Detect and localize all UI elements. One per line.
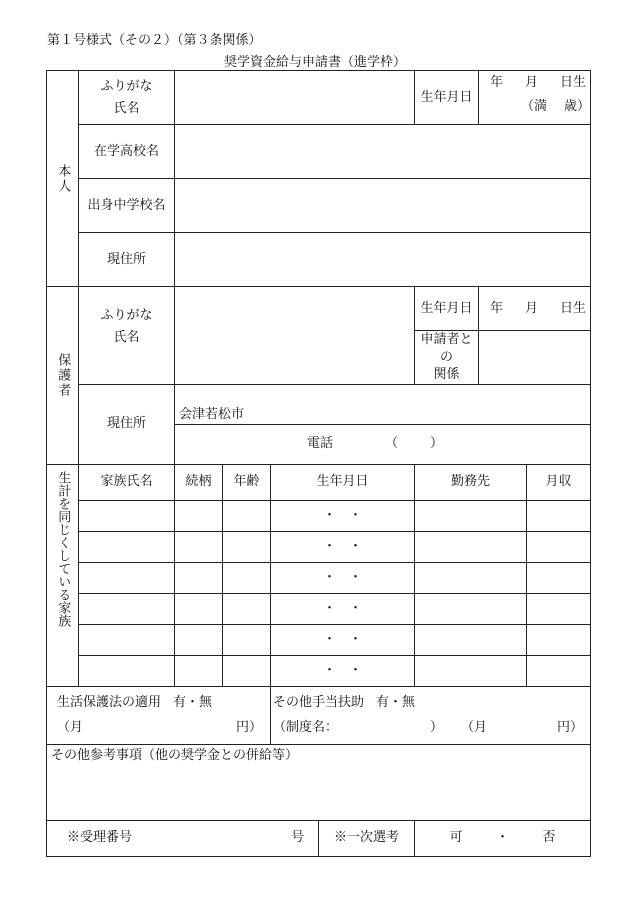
family-header-birthdate: 生年月日 <box>271 464 415 500</box>
family-workplace-field[interactable] <box>415 531 527 562</box>
deny-option[interactable]: 否 <box>542 830 556 846</box>
applicant-school-field[interactable] <box>175 125 591 179</box>
family-workplace-field[interactable] <box>415 655 527 686</box>
guardian-phone-field[interactable]: 電話 （ ） <box>175 424 591 464</box>
family-header-age: 年齢 <box>223 464 271 500</box>
guardian-section-label: 保護者 <box>47 287 79 465</box>
applicant-birthdate-label: 生年月日 <box>415 71 479 125</box>
remarks-label: その他参考事項（他の奨学金との併給等） <box>51 747 299 763</box>
family-row <box>47 655 591 686</box>
family-relation-field[interactable] <box>175 655 223 686</box>
form-number: 第１号様式（その２）（第３条関係） <box>47 33 262 48</box>
family-age-field[interactable] <box>223 562 271 593</box>
family-workplace-field[interactable] <box>415 562 527 593</box>
family-birthdate-field[interactable]: ・ ・ <box>271 500 415 531</box>
allowance-cell[interactable]: その他手当扶助 有・無 （制度名： ） （月 円） <box>271 686 591 744</box>
family-row <box>47 624 591 655</box>
family-birthdate-field[interactable]: ・ ・ <box>271 655 415 686</box>
family-row <box>47 593 591 624</box>
family-header-workplace: 勤務先 <box>415 464 527 500</box>
applicant-birthdate-field[interactable]: 年 月 日生 （満 歳） <box>479 71 591 125</box>
receipt-number-suffix: 号 <box>290 830 304 846</box>
family-row <box>47 562 591 593</box>
applicant-address-field[interactable] <box>175 233 591 287</box>
family-header-income: 月収 <box>527 464 591 500</box>
family-workplace-field[interactable] <box>415 500 527 531</box>
guardian-birthdate-field[interactable]: 年 月 日生 <box>479 287 591 331</box>
family-name-field[interactable] <box>79 531 175 562</box>
family-relation-field[interactable] <box>175 593 223 624</box>
family-name-field[interactable] <box>79 562 175 593</box>
guardian-relation-field[interactable] <box>479 331 591 385</box>
family-birthdate-field[interactable]: ・ ・ <box>271 531 415 562</box>
approve-option[interactable]: 可 <box>449 830 463 846</box>
family-income-field[interactable] <box>527 531 591 562</box>
receipt-number-label: ※受理番号 <box>67 830 133 846</box>
family-birthdate-field[interactable]: ・ ・ <box>271 593 415 624</box>
family-age-field[interactable] <box>223 624 271 655</box>
family-workplace-field[interactable] <box>415 593 527 624</box>
family-age-field[interactable] <box>223 593 271 624</box>
form-title: 奨学資金給与申請書（進学枠） <box>223 55 406 70</box>
applicant-middle-school-field[interactable] <box>175 179 591 233</box>
application-form-table <box>46 70 591 857</box>
family-age-field[interactable] <box>223 500 271 531</box>
family-income-field[interactable] <box>527 562 591 593</box>
applicant-middle-school-label: 出身中学校名 <box>79 179 175 233</box>
guardian-relation-label: 申請者との 関係 <box>415 331 479 385</box>
family-row <box>47 500 591 531</box>
welfare-cell[interactable]: 生活保護法の適用 有・無 （月 円） <box>47 686 271 744</box>
family-name-field[interactable] <box>79 593 175 624</box>
guardian-birthdate-label: 生年月日 <box>415 287 479 331</box>
guardian-address-field[interactable]: 会津若松市 <box>175 384 591 424</box>
applicant-name-field[interactable] <box>175 71 415 125</box>
family-age-field[interactable] <box>223 531 271 562</box>
guardian-name-field[interactable] <box>175 287 415 385</box>
family-name-field[interactable] <box>79 500 175 531</box>
family-workplace-field[interactable] <box>415 624 527 655</box>
family-income-field[interactable] <box>527 500 591 531</box>
applicant-section-label: 本人 <box>47 71 79 287</box>
family-relation-field[interactable] <box>175 624 223 655</box>
family-name-field[interactable] <box>79 655 175 686</box>
screening-result-cell[interactable]: 可 ・ 否 <box>415 820 591 856</box>
family-name-field[interactable] <box>79 624 175 655</box>
receipt-number-cell[interactable] <box>47 820 319 856</box>
family-income-field[interactable] <box>527 655 591 686</box>
family-header-relation: 続柄 <box>175 464 223 500</box>
family-relation-field[interactable] <box>175 562 223 593</box>
family-relation-field[interactable] <box>175 500 223 531</box>
family-birthdate-field[interactable]: ・ ・ <box>271 624 415 655</box>
family-income-field[interactable] <box>527 624 591 655</box>
screening-label: ※一次選考 <box>319 820 415 856</box>
family-header-name: 家族氏名 <box>79 464 175 500</box>
applicant-address-label: 現住所 <box>79 233 175 287</box>
family-relation-field[interactable] <box>175 531 223 562</box>
family-row <box>47 531 591 562</box>
guardian-address-label: 現住所 <box>79 384 175 464</box>
guardian-name-label-cell: ふりがな 氏名 <box>79 287 175 385</box>
applicant-name-label-cell: ふりがな 氏名 <box>79 71 175 125</box>
remarks-cell[interactable] <box>47 744 591 820</box>
family-birthdate-field[interactable]: ・ ・ <box>271 562 415 593</box>
family-income-field[interactable] <box>527 593 591 624</box>
family-age-field[interactable] <box>223 655 271 686</box>
applicant-school-label: 在学高校名 <box>79 125 175 179</box>
family-section-label: 生計を同じくしている家族 <box>47 464 79 686</box>
